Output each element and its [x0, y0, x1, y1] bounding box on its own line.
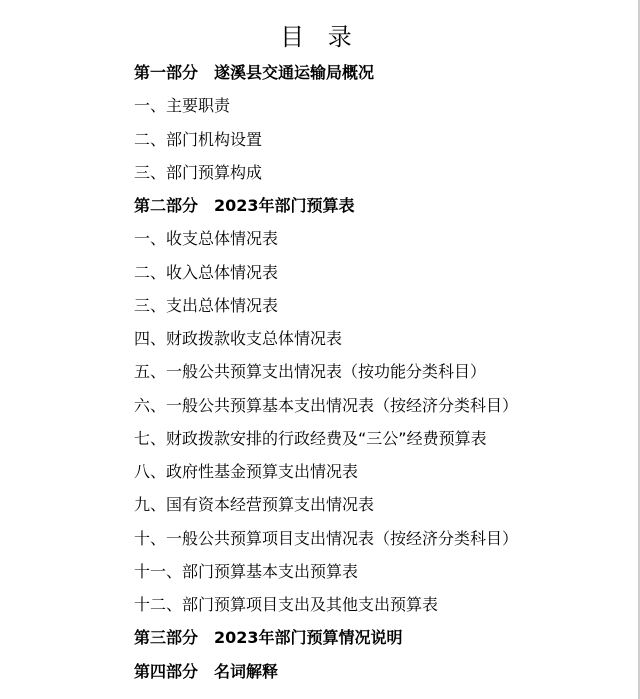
- toc-item: 八、政府性基金预算支出情况表: [134, 462, 359, 481]
- table-of-contents: [134, 56, 518, 688]
- toc-item: 七、财政拨款安排的行政经费及“三公”经费预算表: [134, 428, 487, 448]
- toc-item: 五、一般公共预算支出情况表（按功能分类科目）: [134, 362, 487, 382]
- toc-item: 十一、部门预算基本支出预算表: [134, 561, 359, 581]
- toc-item: 四、财政拨款收支总体情况表: [134, 329, 343, 348]
- toc-item: 二、收入总体情况表: [134, 262, 279, 282]
- toc-item: 三、支出总体情况表: [134, 295, 279, 315]
- toc-part-heading: 第一部分 遂溪县交通运输局概况: [134, 63, 375, 82]
- toc-item: 十二、部门预算项目支出及其他支出预算表: [134, 595, 439, 614]
- toc-item: 二、部门机构设置: [134, 129, 263, 149]
- toc-part-heading: 第二部分 2023年部门预算表: [134, 196, 355, 215]
- toc-item: 一、收支总体情况表: [134, 229, 279, 249]
- toc-item: 九、国有资本经营预算支出情况表: [134, 495, 375, 515]
- toc-part-heading: 第三部分 2023年部门预算情况说明: [134, 628, 403, 648]
- page-title: 目 录: [280, 23, 360, 51]
- toc-item: 一、主要职责: [134, 96, 231, 116]
- toc-item: 三、部门预算构成: [134, 162, 263, 182]
- toc-part-heading: 第四部分 名词解释: [134, 661, 279, 681]
- toc-item: 十、一般公共预算项目支出情况表（按经济分类科目）: [134, 528, 519, 548]
- toc-item: 六、一般公共预算基本支出情况表（按经济分类科目）: [134, 395, 519, 415]
